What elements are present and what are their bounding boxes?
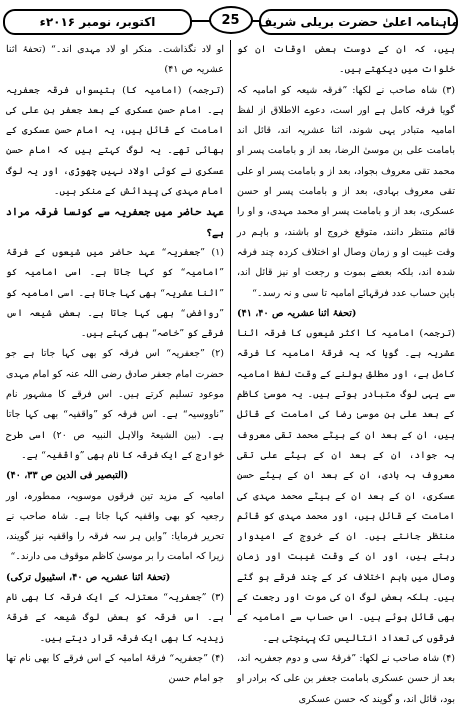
paragraph: (۲) ”جعفریہ“ اس فرقہ کو بھی کہا جاتا ہے جو حضرت امام جعفر صادق رضی اللہ عنہ کو امام مہدی موعود تسلیم کرتے ہیں۔ اس فرقے کا مشہور نام ”ناووسیہ“ ہے۔ اس فرقہ کو ”واقفیہ“ بھی کہا جاتا ہے۔ (بین الشیعۃ والاہل النبیہ ص ۲۰) اسی طرح خوارج کے ایک فرقہ کا نام بھی ”واقفیہ“ ہے۔ bbox=[6, 348, 224, 461]
paragraph: (۳) شاہ صاحب نے لکھا: ”فرقہ شیعہ کو امامیہ کہ گویا فرقہ کامل ہے اور است، دعوے الاطلاق از لفظ امامیہ متبادر یہی شوند، اثنا عشریہ اند، قائل اند بامامت علی بن موسیٰ الرضا، بعد از و بامامت پسر او محمد تقی معروف بجواد، بعد از و بامامت پسر او علی تقی معروف بہادی، بعد از و بامامت پسر او حسن عسکری، بعد از و بامامت پسر او محمد مہدی، و او را قائم منتظر دانند، متوقع خروج او باشند، و باہم در وقت غیبت او و زمان وصال او اختلاف کردہ چند فرقہ شدہ اند، بلکہ بعضے بموت و رجعت او نیز قائل اند، باین حساب عدد فرقہائے امامیہ تا سی و نہ رسد۔“ bbox=[237, 84, 455, 299]
paragraph: ہیں، کہ ان کے دوست بعض اوقات ان کو خلوات میں دیکھتے ہیں۔ bbox=[237, 44, 455, 76]
paragraph: (۴) شاہ صاحب نے لکھا: ”فرقۂ سی و دوم جعفریہ اند، بعد از حسن عسکری بامامت جعفر بن علی کہ برادر او بود، قائل اند، و گویند کہ حسن عسکری bbox=[237, 652, 455, 705]
right-column bbox=[237, 40, 455, 705]
paragraph: (۴) ”جعفریہ“ فرقۂ امامیہ کے اس فرقے کا بھی نام تھا جو امام حسن bbox=[6, 652, 224, 685]
citation: (التبصیر فی الدین ص ۳۳، ۴۰) bbox=[6, 470, 129, 482]
paragraph: او لاد نگذاشت۔ منکر او لاد مہدی اند۔“ (تحفۂ اثنا عشریہ ص ۴۱) bbox=[6, 44, 224, 76]
paragraph: (۳) ”جعفریہ“ معتزلہ کے ایک فرقہ کا بھی نام ہے۔ اس فرقہ کو بعض لوگ شیعہ کے فرقۂ زیدیہ کا بھی ایک فرقہ قرار دیتے ہیں۔ bbox=[6, 592, 224, 644]
page-number: 25 bbox=[209, 6, 253, 34]
paragraph: امامیہ کے مزید تین فرقوں موسویہ، ممطورہ، اور رجعیہ کو بھی واقفیہ کہا جاتا ہے۔ شاہ صاحب نے تحریر فرمایا: ”وایں ہر سہ فرقہ را واقفیہ نیز گویند، زیرا کہ امامت را بر موسیٰ کاظم موقوف می دارند۔“ bbox=[6, 490, 224, 563]
section-heading: عہد حاضر میں جعفریہ سے کونسا فرقہ مراد ہے؟ bbox=[6, 206, 224, 239]
paragraph: (ترجمہ) (امامیہ کا) بتیسواں فرقہ جعفریہ ہے۔ امام حسن عسکری کے بعد جعفر بن علی کی امامت کے قائل ہیں، یہ امام حسن عسکری کے بھائی تھے۔ یہ لوگ کہتے ہیں کہ امام حسن عسکری نے کوئی اولاد نہیں چھوڑی، اور یہ لوگ امام مہدی کی پیدائش کے منکر ہیں۔ bbox=[6, 84, 224, 198]
citation: (تحفۂ اثنا عشریہ ص ۴۰، ۴۱) bbox=[237, 307, 357, 319]
left-column bbox=[6, 40, 224, 685]
page-header bbox=[3, 6, 458, 34]
magazine-title: ماہنامہ اعلیٰ حضرت بریلی شریف bbox=[259, 9, 458, 35]
issue-date: اکتوبر، نومبر ۲۰۱۶ء bbox=[3, 9, 192, 35]
column-divider bbox=[230, 40, 231, 615]
paragraph: (ترجمہ) امامیہ کا اکثر شیعوں کا فرقہ اثنا عشریہ ہے۔ گویا کہ یہ فرقۂ امامیہ کا فرقہ کامل ہے، اور مطلق بولنے کے وقت لفظ امامیہ سے یہی لوگ متبادر ہوتے ہیں۔ یہ موسیٰ کاظم کے بعد علی بن موسیٰ رضا کی امامت کے قائل ہیں، ان کے بعد ان کے بیٹے محمد تقی معروف بہ جواد، ان کے بعد ان کے بیٹے علی تقی معروف بہ ہادی، ان کے بعد ان کے بیٹے حسن عسکری، ان کے بعد ان کے بیٹے محمد مہدی کی امامت کے قائل ہیں، اور محمد مہدی کو قائم منتظر جانتے ہیں۔ ان کے خروج کے امیدوار رہتے ہیں، اور ان کے وقت غیبت اور زمانِ وصال میں باہم اختلاف کر کے چند فرقے ہو گئے ہیں۔ بلکہ بعض لوگ ان کی موت اور رجعت کے بھی قائل ہوئے ہیں۔ اس حساب سے امامیہ کے فرقوں کی تعداد انتالیس تک پہنچتی ہے۔ bbox=[237, 328, 455, 644]
paragraph: (۱) ”جعفریہ“ عہد حاضر میں شیعوں کے فرقۂ ”امامیہ“ کو کہا جاتا ہے۔ اسی امامیہ کو ”اثنا عشریہ“ بھی کہا جاتا ہے۔ اسی امامیہ کو ”روافض“ بھی کہا جاتا ہے۔ بعض شیعہ اس فرقے کو ”خاصہ“ بھی کہتے ہیں۔ bbox=[6, 246, 224, 340]
citation: (تحفۂ اثنا عشریہ ص ۴۰، اسٹیبول ترکی) bbox=[6, 571, 171, 583]
